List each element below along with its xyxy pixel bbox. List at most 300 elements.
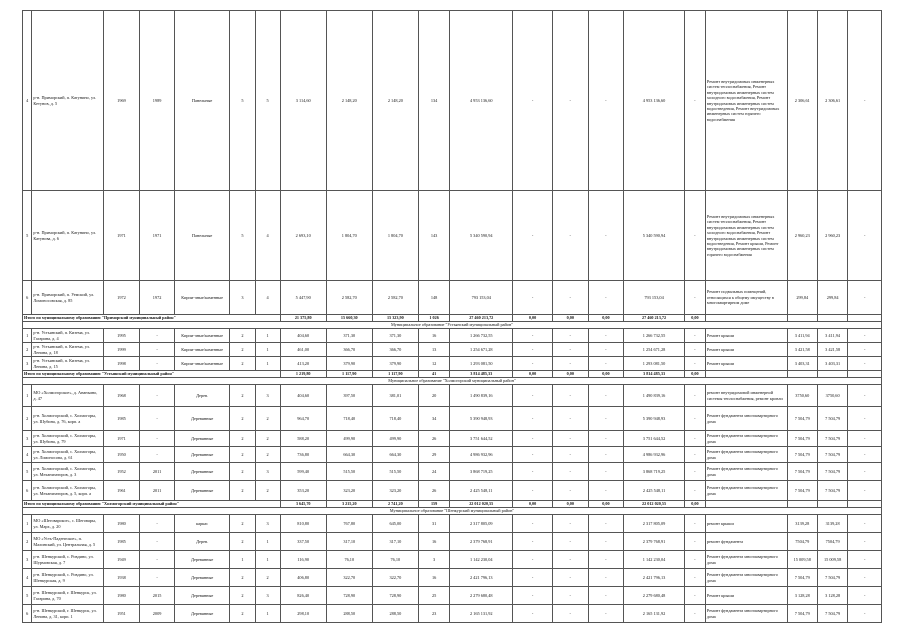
cost-sum: 27 460 213,72: [450, 315, 513, 322]
local-budget-cell: -: [588, 605, 624, 623]
local-budget-sum: 0,00: [588, 501, 624, 508]
residential-area-sum: 2 741,20: [372, 501, 418, 508]
empty-cell: [817, 501, 847, 508]
total-area-cell: 3 114,60: [280, 11, 326, 191]
row-number: 4: [23, 447, 32, 463]
floors-cell: 2: [230, 605, 255, 623]
address-cell: МО «Шеговарское», с. Шеговары, ул. Марх, д. 20: [32, 515, 103, 533]
year-built-cell: 1949: [103, 551, 140, 569]
year-overhaul-cell: 2015: [140, 587, 175, 605]
floors-cell: 1: [230, 551, 255, 569]
entrances-cell: 4: [255, 191, 280, 281]
row-number: 3: [23, 431, 32, 447]
residents-cell: 24: [418, 463, 449, 481]
owners-funds-cell: 2 165 131,92: [624, 605, 685, 623]
residents-cell: 26: [418, 431, 449, 447]
wall-material-cell: Деревянные: [174, 605, 230, 623]
row-number: 2: [23, 407, 32, 431]
regional-budget-cell: -: [552, 569, 588, 587]
floors-cell: 5: [230, 191, 255, 281]
table-row: [23, 431, 882, 447]
floors-cell: 2: [230, 533, 255, 551]
residents-cell: 3: [418, 551, 449, 569]
fund-cell: -: [513, 481, 553, 501]
total-cost-cell: 2 425 548,11: [450, 481, 513, 501]
year-overhaul-cell: -: [140, 329, 175, 343]
premises-area-cell: 371,30: [326, 329, 372, 343]
wall-material-cell: Деревянные: [174, 407, 230, 431]
regional-budget-cell: -: [552, 533, 588, 551]
year-built-cell: 1961: [103, 481, 140, 501]
wall-material-cell: Панельные: [174, 191, 230, 281]
completion-date-cell: -: [848, 357, 882, 371]
year-overhaul-cell: 2011: [140, 481, 175, 501]
completion-date-cell: -: [848, 481, 882, 501]
residential-area-cell: 371,30: [372, 329, 418, 343]
other-funds-cell: -: [684, 481, 705, 501]
owners-funds-cell: 5 340 590,94: [624, 191, 685, 281]
table-row: [23, 357, 882, 371]
year-overhaul-cell: -: [140, 551, 175, 569]
table-row: [23, 281, 882, 315]
premises-area-cell: 317,10: [326, 533, 372, 551]
total-cost-cell: 2 279 680,48: [450, 587, 513, 605]
year-overhaul-cell: -: [140, 357, 175, 371]
unit-cost-cell: 7 504,79: [787, 407, 817, 431]
fund-cell: -: [513, 329, 553, 343]
residents-cell: 26: [418, 481, 449, 501]
floors-cell: 2: [230, 587, 255, 605]
total-cost-cell: 3 868 719,25: [450, 463, 513, 481]
owners-funds-cell: 2 379 768,91: [624, 533, 685, 551]
fund-sum: 0,00: [513, 315, 553, 322]
total-area-cell: 406,80: [280, 569, 326, 587]
total-cost-cell: 2 317 805,09: [450, 515, 513, 533]
owners-funds-cell: 3 868 719,25: [624, 463, 685, 481]
wall-material-cell: Кирпи-чные/каменные: [174, 281, 230, 315]
completion-date-cell: -: [848, 533, 882, 551]
max-unit-cost-cell: 15 009,58: [817, 551, 847, 569]
unit-cost-cell: 7504,79: [787, 533, 817, 551]
year-built-cell: 1968: [103, 385, 140, 407]
work-type-cell: Ремонт фундамента многоквартирного дома: [705, 407, 787, 431]
other-funds-cell: -: [684, 587, 705, 605]
premises-area-cell: 499,90: [326, 431, 372, 447]
floors-cell: 2: [230, 481, 255, 501]
year-overhaul-cell: -: [140, 533, 175, 551]
year-built-cell: 1980: [103, 587, 140, 605]
residents-cell: 16: [418, 533, 449, 551]
completion-date-cell: -: [848, 587, 882, 605]
table-row: [23, 515, 882, 533]
completion-date-cell: -: [848, 569, 882, 587]
total-area-cell: 588,20: [280, 431, 326, 447]
completion-date-cell: -: [848, 11, 882, 191]
other-funds-cell: -: [684, 385, 705, 407]
unit-cost-cell: 3 411,94: [787, 329, 817, 343]
wall-material-cell: Кирпи-чные/каменные: [174, 343, 230, 357]
residential-area-cell: 379,90: [372, 357, 418, 371]
max-unit-cost-cell: 299,84: [817, 281, 847, 315]
year-built-cell: 1985: [103, 533, 140, 551]
total-cost-cell: 4 986 932,96: [450, 447, 513, 463]
residential-area-cell: 2 148,20: [372, 11, 418, 191]
year-overhaul-cell: -: [140, 385, 175, 407]
entrances-cell: 2: [255, 447, 280, 463]
floors-cell: 2: [230, 357, 255, 371]
total-area-cell: 116,90: [280, 551, 326, 569]
residential-area-cell: 323,20: [372, 481, 418, 501]
fund-cell: -: [513, 431, 553, 447]
address-cell: р-н. Шенкурский, г. Шенкурск, ул. Гагарина, д. 70: [32, 587, 103, 605]
regional-budget-cell: -: [552, 515, 588, 533]
regional-budget-cell: -: [552, 11, 588, 191]
local-budget-sum: 0,00: [588, 315, 624, 322]
year-overhaul-cell: -: [140, 569, 175, 587]
floors-cell: 2: [230, 431, 255, 447]
local-budget-cell: -: [588, 431, 624, 447]
fund-cell: -: [513, 407, 553, 431]
wall-material-cell: Деревянные: [174, 569, 230, 587]
local-budget-cell: -: [588, 357, 624, 371]
other-funds-sum: 0,00: [684, 501, 705, 508]
regional-budget-cell: -: [552, 343, 588, 357]
fund-cell: -: [513, 447, 553, 463]
unit-cost-cell: 7 504,79: [787, 569, 817, 587]
year-overhaul-cell: 2011: [140, 463, 175, 481]
unit-cost-cell: 7 504,79: [787, 481, 817, 501]
regional-budget-sum: 0,00: [552, 371, 588, 378]
regional-budget-cell: -: [552, 385, 588, 407]
other-funds-cell: -: [684, 431, 705, 447]
regional-budget-cell: -: [552, 191, 588, 281]
address-cell: МО «Усть-Паденгское», п. Малинский, ул. Центральная, д. 5: [32, 533, 103, 551]
total-cost-cell: 793 153,04: [450, 281, 513, 315]
address-cell: р-н. Приморский, п. Катунино, ул. Катунова, д. 6: [32, 191, 103, 281]
entrances-cell: 4: [255, 281, 280, 315]
empty-cell: [848, 371, 882, 378]
residential-area-cell: 288,50: [372, 605, 418, 623]
premises-area-sum: 1 117,90: [326, 371, 372, 378]
year-overhaul-cell: 1972: [140, 281, 175, 315]
row-number: 1: [23, 515, 32, 533]
floors-cell: 2: [230, 329, 255, 343]
table-row: [23, 11, 882, 191]
max-unit-cost-cell: 3 128,28: [817, 587, 847, 605]
row-number: 4: [23, 569, 32, 587]
total-cost-cell: 2 379 768,91: [450, 533, 513, 551]
wall-material-cell: Деревянные: [174, 551, 230, 569]
cost-sum: 22 012 020,55: [450, 501, 513, 508]
completion-date-cell: -: [848, 191, 882, 281]
total-cost-cell: 2 421 796,13: [450, 569, 513, 587]
total-row: [23, 371, 882, 378]
unit-cost-cell: 2 960,23: [787, 191, 817, 281]
premises-area-cell: 366,70: [326, 343, 372, 357]
max-unit-cost-cell: 3 411,94: [817, 329, 847, 343]
owners-funds-cell: 1 490 839,16: [624, 385, 685, 407]
work-type-cell: Ремонт крыши: [705, 587, 787, 605]
wall-material-cell: Деревянные: [174, 463, 230, 481]
max-unit-cost-cell: 7 504,79: [817, 407, 847, 431]
work-type-cell: ремонт крыши: [705, 515, 787, 533]
total-area-cell: 599,40: [280, 463, 326, 481]
local-budget-cell: -: [588, 569, 624, 587]
owners-funds-cell: 1 142 230,04: [624, 551, 685, 569]
cost-sum: 3 814 485,33: [450, 371, 513, 378]
residents-cell: 29: [418, 447, 449, 463]
other-funds-cell: -: [684, 191, 705, 281]
work-type-cell: Ремонт фундамента многоквартирного дома: [705, 431, 787, 447]
fund-cell: -: [513, 11, 553, 191]
owners-funds-cell: 1 266 732,55: [624, 329, 685, 343]
fund-cell: -: [513, 385, 553, 407]
work-type-cell: Ремонт фундамента многоквартирного дома: [705, 481, 787, 501]
total-area-cell: 353,20: [280, 481, 326, 501]
address-cell: р-н. Приморский, п. Уемский, ул. Ломоносовская, д. 85: [32, 281, 103, 315]
wall-material-cell: Деревянные: [174, 587, 230, 605]
entrances-cell: 3: [255, 515, 280, 533]
table-row: [23, 533, 882, 551]
max-unit-cost-cell: 2 306,61: [817, 11, 847, 191]
fund-sum: 0,00: [513, 371, 553, 378]
total-cost-cell: 1 490 839,16: [450, 385, 513, 407]
owners-funds-cell: 1 293 081,50: [624, 357, 685, 371]
max-unit-cost-cell: 7 504,79: [817, 605, 847, 623]
work-type-cell: Ремонт внутридомовых инженерных систем теплоснабжения, Ремонт внутридомовых инженерных систем холодного водоснабжения, Ремонт внутридомовых инженерных систем водоотведения, Ремонт внутридомовых инженерных систем горячего водоснабжения: [705, 11, 787, 191]
max-unit-cost-cell: 7 504,79: [817, 481, 847, 501]
local-budget-cell: -: [588, 343, 624, 357]
other-funds-sum: 0,00: [684, 315, 705, 322]
premises-area-cell: 76,10: [326, 551, 372, 569]
address-cell: р-н. Приморский, п. Катунино, ул. Кетунов, д. 5: [32, 11, 103, 191]
total-area-sum: 3 645,70: [280, 501, 326, 508]
max-unit-cost-cell: 7 504,79: [817, 431, 847, 447]
premises-area-sum: 3 215,20: [326, 501, 372, 508]
work-type-cell: Ремонт фундамента многоквартирного дома: [705, 551, 787, 569]
wall-material-cell: Деревянные: [174, 431, 230, 447]
total-cost-cell: 2 165 131,92: [450, 605, 513, 623]
table-row: [23, 481, 882, 501]
year-built-cell: 1971: [103, 431, 140, 447]
row-number: 2: [23, 343, 32, 357]
row-number: 1: [23, 385, 32, 407]
table-row: [23, 605, 882, 623]
entrances-cell: 2: [255, 431, 280, 447]
unit-cost-cell: 7 504,79: [787, 431, 817, 447]
residential-area-cell: 728,90: [372, 587, 418, 605]
unit-cost-cell: 2 306,61: [787, 11, 817, 191]
address-cell: р-н. Холмогорский, с. Холмогоры, ул. Ломоносова, д. 61: [32, 447, 103, 463]
owners-funds-cell: 4 986 932,96: [624, 447, 685, 463]
other-funds-cell: -: [684, 605, 705, 623]
total-area-sum: 1 219,80: [280, 371, 326, 378]
entrances-cell: 1: [255, 533, 280, 551]
residents-cell: 12: [418, 357, 449, 371]
table-row: [23, 385, 882, 407]
work-type-cell: Ремонт фундамента многоквартирного дома: [705, 605, 787, 623]
total-area-cell: 461,00: [280, 343, 326, 357]
premises-area-cell: 1 804,70: [326, 191, 372, 281]
fund-sum: 0,00: [513, 501, 553, 508]
residential-area-sum: 15 323,90: [372, 315, 418, 322]
year-built-cell: 1972: [103, 281, 140, 315]
regional-budget-sum: 0,00: [552, 315, 588, 322]
owners-funds-cell: 2 421 796,13: [624, 569, 685, 587]
other-funds-cell: -: [684, 11, 705, 191]
empty-cell: [787, 501, 817, 508]
unit-cost-cell: 3750,60: [787, 385, 817, 407]
max-unit-cost-cell: 3139,28: [817, 515, 847, 533]
completion-date-cell: -: [848, 515, 882, 533]
fund-cell: -: [513, 551, 553, 569]
residential-area-cell: 322,70: [372, 569, 418, 587]
work-type-cell: ремонт внутридомовой инженерной системы теплоснабжения, ремонт кровли: [705, 385, 787, 407]
table-row: [23, 407, 882, 431]
max-unit-cost-cell: 7 504,79: [817, 463, 847, 481]
address-cell: МО «Холмогорское», д. Ананьино, д. 47: [32, 385, 103, 407]
year-built-cell: 1952: [103, 463, 140, 481]
residential-area-cell: 515,50: [372, 463, 418, 481]
entrances-cell: 1: [255, 329, 280, 343]
total-area-cell: 810,80: [280, 515, 326, 533]
total-area-cell: 2 693,10: [280, 191, 326, 281]
table-row: [23, 569, 882, 587]
table-row: [23, 447, 882, 463]
municipality-title: Муниципальное образование "Холмогорский муниципальный район": [23, 378, 882, 385]
total-cost-cell: 1 142 230,04: [450, 551, 513, 569]
row-number: 5: [23, 587, 32, 605]
owners-funds-cell: 2 425 548,11: [624, 481, 685, 501]
year-built-cell: 1999: [103, 343, 140, 357]
unit-cost-cell: 7 504,79: [787, 463, 817, 481]
empty-cell: [817, 371, 847, 378]
year-overhaul-cell: -: [140, 431, 175, 447]
table-body: [23, 11, 882, 623]
municipality-title: Муниципальное образование "Шенкурский муниципальный район": [23, 508, 882, 515]
local-budget-cell: -: [588, 587, 624, 605]
municipality-header-row: [23, 508, 882, 515]
fund-cell: -: [513, 357, 553, 371]
total-cost-cell: 4 953 136,60: [450, 11, 513, 191]
local-budget-cell: -: [588, 329, 624, 343]
address-cell: р-н. Холмогорский, с. Холмогоры, ул. Шубина, д. 79: [32, 431, 103, 447]
work-type-cell: Ремонт фундамента многоквартирного дома: [705, 463, 787, 481]
overhaul-program-table: [22, 10, 882, 623]
table-row: [23, 343, 882, 357]
address-cell: р-н. Холмогорский, с. Холмогоры, ул. Механизаторов, д. 3: [32, 463, 103, 481]
total-cost-cell: 1 293 081,50: [450, 357, 513, 371]
wall-material-cell: каркас: [174, 515, 230, 533]
premises-area-cell: 2 582,70: [326, 281, 372, 315]
residents-sum: 1 026: [418, 315, 449, 322]
floors-cell: 2: [230, 343, 255, 357]
total-label: Итого по муниципальному образованию "Приморский муниципальный район": [23, 315, 281, 322]
owners-funds-cell: 3 751 644,52: [624, 431, 685, 447]
completion-date-cell: -: [848, 605, 882, 623]
floors-cell: 2: [230, 407, 255, 431]
local-budget-cell: -: [588, 551, 624, 569]
row-number: 6: [23, 281, 32, 315]
entrances-cell: 1: [255, 357, 280, 371]
other-funds-cell: -: [684, 533, 705, 551]
total-row: [23, 501, 882, 508]
wall-material-cell: Кирпи-чные/каменные: [174, 329, 230, 343]
entrances-cell: 1: [255, 605, 280, 623]
empty-cell: [848, 501, 882, 508]
regional-budget-cell: -: [552, 329, 588, 343]
completion-date-cell: -: [848, 329, 882, 343]
local-budget-cell: -: [588, 447, 624, 463]
other-funds-cell: -: [684, 357, 705, 371]
entrances-cell: 1: [255, 343, 280, 357]
address-cell: р-н. Холмогорский, с. Холмогоры, ул. Шубина, д. 76, корп. а: [32, 407, 103, 431]
address-cell: р-н. Устьянский, п. Кизема, ул. Ленина, д. 18: [32, 343, 103, 357]
residents-cell: 34: [418, 407, 449, 431]
year-built-cell: 1995: [103, 329, 140, 343]
owners-funds-cell: 2 317 805,09: [624, 515, 685, 533]
completion-date-cell: -: [848, 407, 882, 431]
max-unit-cost-cell: 7 504,79: [817, 447, 847, 463]
regional-budget-cell: -: [552, 447, 588, 463]
address-cell: р-н. Холмогорский, с. Холмогоры, ул. Механизаторов, д. 5, корп. а: [32, 481, 103, 501]
local-budget-cell: -: [588, 191, 624, 281]
year-overhaul-cell: -: [140, 515, 175, 533]
entrances-cell: 1: [255, 551, 280, 569]
unit-cost-cell: 3139,28: [787, 515, 817, 533]
address-cell: р-н. Шенкурский, с. Ровдино, ул. Шурмовская, д. 7: [32, 551, 103, 569]
completion-date-cell: -: [848, 431, 882, 447]
year-built-cell: 1998: [103, 357, 140, 371]
fund-cell: -: [513, 605, 553, 623]
table-row: [23, 551, 882, 569]
year-built-cell: 1971: [103, 191, 140, 281]
residential-area-sum: 1 117,90: [372, 371, 418, 378]
address-cell: р-н. Шенкурский, г. Шенкурск, ул. Ленина, д. 31, корп. 1: [32, 605, 103, 623]
total-area-cell: 404,60: [280, 329, 326, 343]
floors-cell: 5: [230, 11, 255, 191]
total-cost-cell: 1 266 732,55: [450, 329, 513, 343]
entrances-cell: 3: [255, 463, 280, 481]
regional-budget-cell: -: [552, 481, 588, 501]
completion-date-cell: -: [848, 447, 882, 463]
fund-cell: -: [513, 343, 553, 357]
row-number: 1: [23, 329, 32, 343]
regional-budget-cell: -: [552, 431, 588, 447]
fund-cell: -: [513, 463, 553, 481]
total-area-cell: 964,70: [280, 407, 326, 431]
residential-area-cell: 76,10: [372, 551, 418, 569]
table-row: [23, 329, 882, 343]
entrances-cell: 2: [255, 407, 280, 431]
premises-area-cell: 767,80: [326, 515, 372, 533]
max-unit-cost-cell: 7504,79: [817, 533, 847, 551]
entrances-cell: 3: [255, 385, 280, 407]
residential-area-cell: 366,70: [372, 343, 418, 357]
wall-material-cell: Дерев.: [174, 385, 230, 407]
entrances-cell: 2: [255, 569, 280, 587]
local-budget-cell: -: [588, 385, 624, 407]
wall-material-cell: Деревянные: [174, 447, 230, 463]
entrances-cell: 2: [255, 481, 280, 501]
unit-cost-cell: 299,84: [787, 281, 817, 315]
residents-cell: 31: [418, 515, 449, 533]
total-area-cell: 337,50: [280, 533, 326, 551]
completion-date-cell: -: [848, 463, 882, 481]
other-funds-cell: -: [684, 515, 705, 533]
residents-cell: 134: [418, 11, 449, 191]
local-budget-cell: -: [588, 281, 624, 315]
